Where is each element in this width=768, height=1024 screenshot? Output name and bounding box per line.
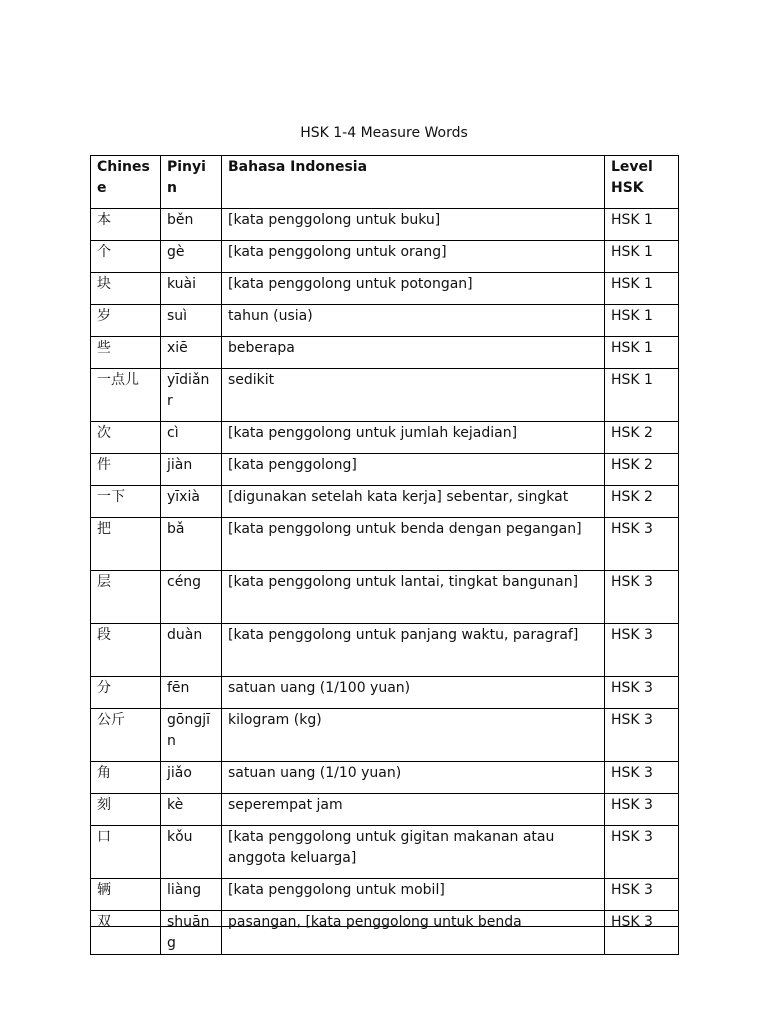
- table-row: [91, 273, 679, 305]
- cell-chinese: 一下: [91, 486, 161, 518]
- column-header-level-hsk: Level HSK: [605, 156, 679, 209]
- cell-pinyin: liàng: [161, 879, 222, 911]
- cell-meaning: [kata penggolong untuk benda dengan pegangan]: [222, 518, 605, 571]
- cell-pinyin: shuāng: [161, 911, 222, 955]
- cell-meaning: [kata penggolong untuk mobil]: [222, 879, 605, 911]
- cell-pinyin: běn: [161, 209, 222, 241]
- table-row: [91, 571, 679, 624]
- cell-level: HSK 3: [605, 762, 679, 794]
- table-row: [91, 305, 679, 337]
- cell-level: HSK 3: [605, 709, 679, 762]
- cell-chinese: 些: [91, 337, 161, 369]
- cell-chinese: 次: [91, 422, 161, 454]
- cell-chinese: 段: [91, 624, 161, 677]
- table-row: [91, 209, 679, 241]
- cell-pinyin: yīxià: [161, 486, 222, 518]
- table-row: [91, 709, 679, 762]
- cell-meaning: [digunakan setelah kata kerja] sebentar, singkat: [222, 486, 605, 518]
- cell-pinyin: suì: [161, 305, 222, 337]
- cell-pinyin: duàn: [161, 624, 222, 677]
- cell-level: HSK 1: [605, 241, 679, 273]
- cell-chinese: 岁: [91, 305, 161, 337]
- cell-level: HSK 3: [605, 518, 679, 571]
- cell-pinyin: bǎ: [161, 518, 222, 571]
- cell-meaning: [kata penggolong untuk orang]: [222, 241, 605, 273]
- cell-pinyin: cì: [161, 422, 222, 454]
- table-row: [91, 794, 679, 826]
- cell-meaning: seperempat jam: [222, 794, 605, 826]
- cell-level: HSK 3: [605, 624, 679, 677]
- cell-chinese: 块: [91, 273, 161, 305]
- cell-level: HSK 3: [605, 571, 679, 624]
- cell-level: HSK 1: [605, 369, 679, 422]
- table-row: [91, 454, 679, 486]
- cell-chinese: 刻: [91, 794, 161, 826]
- table-row: [91, 241, 679, 273]
- cell-meaning: pasangan, [kata penggolong untuk benda: [222, 911, 605, 955]
- measure-words-table-container: [90, 155, 678, 951]
- cell-level: HSK 3: [605, 677, 679, 709]
- column-header-chinese: Chinese: [91, 156, 161, 209]
- cell-meaning: kilogram (kg): [222, 709, 605, 762]
- cell-level: HSK 2: [605, 454, 679, 486]
- cell-level: HSK 3: [605, 794, 679, 826]
- table-row: [91, 624, 679, 677]
- cell-meaning: [kata penggolong untuk gigitan makanan atau anggota keluarga]: [222, 826, 605, 879]
- table-header-row: [91, 156, 679, 209]
- cell-pinyin: gōngjīn: [161, 709, 222, 762]
- cell-meaning: [kata penggolong untuk lantai, tingkat bangunan]: [222, 571, 605, 624]
- page-title: HSK 1-4 Measure Words: [300, 125, 468, 141]
- cell-level: HSK 3: [605, 879, 679, 911]
- table-row: [91, 677, 679, 709]
- cell-pinyin: kè: [161, 794, 222, 826]
- table-row: [91, 369, 679, 422]
- cell-pinyin: céng: [161, 571, 222, 624]
- cell-chinese: 把: [91, 518, 161, 571]
- table-row: [91, 879, 679, 911]
- cell-meaning: satuan uang (1/10 yuan): [222, 762, 605, 794]
- column-header-bahasa-indonesia: Bahasa Indonesia: [222, 156, 605, 209]
- cell-chinese: 本: [91, 209, 161, 241]
- column-header-pinyin: Pinyin: [161, 156, 222, 209]
- cell-chinese: 个: [91, 241, 161, 273]
- cell-meaning: [kata penggolong untuk buku]: [222, 209, 605, 241]
- cell-meaning: tahun (usia): [222, 305, 605, 337]
- cell-pinyin: fēn: [161, 677, 222, 709]
- cell-chinese: 一点儿: [91, 369, 161, 422]
- cell-meaning: [kata penggolong untuk jumlah kejadian]: [222, 422, 605, 454]
- cell-meaning: sedikit: [222, 369, 605, 422]
- cell-meaning: [kata penggolong untuk potongan]: [222, 273, 605, 305]
- table-row: [91, 911, 679, 955]
- cell-level: HSK 1: [605, 209, 679, 241]
- cell-level: HSK 3: [605, 826, 679, 879]
- cell-level: HSK 3: [605, 911, 679, 955]
- cell-level: HSK 1: [605, 273, 679, 305]
- cell-meaning: beberapa: [222, 337, 605, 369]
- measure-words-table: [90, 155, 679, 955]
- table-row: [91, 337, 679, 369]
- cell-level: HSK 2: [605, 486, 679, 518]
- cell-chinese: 分: [91, 677, 161, 709]
- cell-pinyin: jiàn: [161, 454, 222, 486]
- cell-pinyin: jiǎo: [161, 762, 222, 794]
- table-row: [91, 826, 679, 879]
- cell-chinese: 层: [91, 571, 161, 624]
- table-row: [91, 486, 679, 518]
- cell-level: HSK 1: [605, 305, 679, 337]
- cell-chinese: 辆: [91, 879, 161, 911]
- table-row: [91, 422, 679, 454]
- cell-meaning: satuan uang (1/100 yuan): [222, 677, 605, 709]
- cell-meaning: [kata penggolong]: [222, 454, 605, 486]
- cell-chinese: 件: [91, 454, 161, 486]
- cell-pinyin: yīdiǎnr: [161, 369, 222, 422]
- cell-chinese: 口: [91, 826, 161, 879]
- cell-level: HSK 2: [605, 422, 679, 454]
- cell-pinyin: gè: [161, 241, 222, 273]
- cell-level: HSK 1: [605, 337, 679, 369]
- cell-chinese: 公斤: [91, 709, 161, 762]
- table-row: [91, 518, 679, 571]
- cell-pinyin: kǒu: [161, 826, 222, 879]
- table-row: [91, 762, 679, 794]
- table-body: [91, 209, 679, 955]
- cell-pinyin: xiē: [161, 337, 222, 369]
- cell-pinyin: kuài: [161, 273, 222, 305]
- cell-meaning: [kata penggolong untuk panjang waktu, paragraf]: [222, 624, 605, 677]
- cell-chinese: 双: [91, 911, 161, 955]
- cell-chinese: 角: [91, 762, 161, 794]
